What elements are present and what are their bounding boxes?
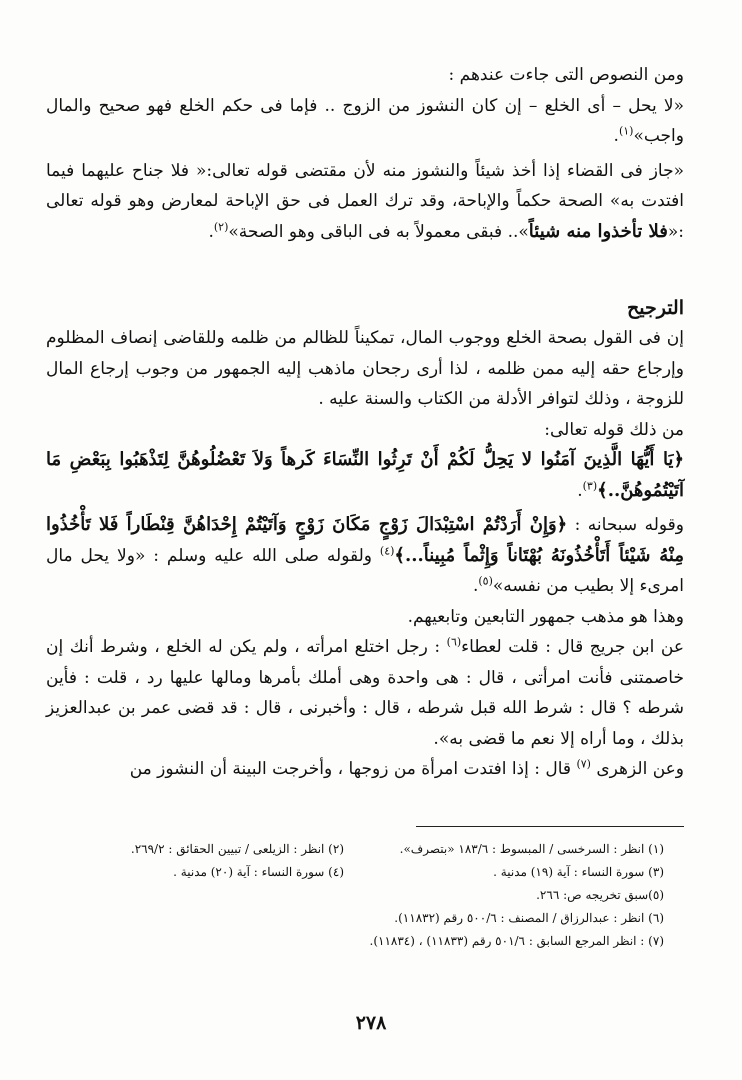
footnote-6: (٦) انظر : عبدالرزاق / المصنف : ٥٠٠/٦ رقم (١١٨٣٢). [394, 911, 664, 925]
footnote-marker-7: (٧) [576, 757, 591, 771]
paragraph-majority: وهذا هو مذهب جمهور التابعين وتابعيهم. [407, 606, 684, 627]
paragraph-zuhri: وعن الزهرى $^{(٧)}$ قال : إذا افتدت امرأة من زوجها ، وأخرجت البينة أن النشوز من [129, 757, 684, 779]
footnote-marker-6: (٦) [446, 635, 462, 649]
quran-verse-1: ﴿يَا أَيُّهَا الَّذِينَ آمَنُوا لا يَحِلُّ لَكُمْ أَنْ تَرِثُوا النِّسَاءَ كَرهاً وَلاَ تَعْضُلُوهُنَّ لِتَذْهَبُوا بِبَعْضِ مَا آتَيْتُمُوهُنَّ..﴾ [46, 449, 684, 501]
footnote-3: (٣) سورة النساء : آية (١٩) مدنية . [493, 865, 664, 879]
page-number: ٢٧٨ [355, 1012, 387, 1034]
section-heading: الترجيح [626, 297, 684, 319]
paragraph-quote-1: «لا يحل – أى الخلع – إن كان النشوز من الزوج .. فإما فى حكم الخلع فهو صحيح والمال واجب»$^{(١)}$. [46, 95, 684, 146]
footnote-separator [416, 826, 684, 827]
footnote-marker-2: (٢) [213, 219, 229, 233]
footnote-1: (١) انظر : السرخسى / المبسوط : ١٨٣/٦ «بتصرف». [399, 842, 664, 856]
footnote-marker-1: (١) [618, 124, 634, 138]
footnotes [60, 838, 664, 953]
footnote-marker-5: (٥) [478, 574, 493, 588]
footnote-2: (٢) انظر : الزيلعى / تبيين الحقائق : ٢٦٩/٢. [130, 842, 344, 856]
footnote-7: (٧) : انظر المرجع السابق : ٥٠١/٦ رقم (١١٨٣٣) ، (١١٨٣٤). [369, 934, 664, 948]
footnote-row [60, 838, 664, 861]
paragraph-intro: ومن النصوص التى جاءت عندهم : [448, 65, 684, 85]
paragraph-evidence-intro: من ذلك قوله تعالى: [544, 419, 684, 440]
footnote-row [60, 861, 664, 884]
footnote-5: (٥)سبق تخريجه ص: ٢٦٦. [536, 888, 664, 902]
footnote-marker-3: (٣) [582, 478, 598, 492]
footnote-marker-4: (٤) [379, 543, 395, 557]
paragraph-verse-1: ﴿يَا أَيُّهَا الَّذِينَ آمَنُوا لا يَحِلُّ لَكُمْ أَنْ تَرِثُوا النِّسَاءَ كَرهاً وَلاَ تَعْضُلُوهُنَّ لِتَذْهَبُوا بِبَعْضِ مَا آتَيْتُمُوهُنَّ..﴾$^{(٣)}$. [46, 449, 684, 501]
quran-quote: فلا تأخذوا منه شيئاً [528, 220, 668, 242]
footnote-4: (٤) سورة النساء : آية (٢٠) مدنية . [173, 865, 344, 879]
paragraph-tarjih: إن فى القول بصحة الخلع ووجوب المال، تمكيناً للظالم من ظلمه وللقاضى إنصاف المظلوم وإرجاع حقه إليه ممن ظلمه ، لذا أرى رجحان ماذهب إليه الجمهور من وجوب إرجاع المال للزوجة ، وذلك لتوافر الأدلة من الكتاب والسنة عليه . [46, 328, 684, 409]
paragraph-verse-2: وقوله سبحانه : ﴿وَإِنْ أَرَدْتُمْ اسْتِبْدَالَ زَوْجٍ مَكَانَ زَوْجٍ وَآتَيْتُمْ إِحْدَاهُنَّ قِنْطَاراً فَلا تَأْخُذُوا مِنْهُ شَيْئاً أَتَأْخُذُونَهُ بُهْتَاناً وَإِثْماً مُبِيناً...﴾$^{(٤)}$ ولقوله صلى الله عليه وسلم : «ولا يحل مال امرىء إلا بطيب من نفسه»$^{(٥)}$. [46, 514, 685, 596]
paragraph-quote-2: «جاز فى القضاء إذا أخذ شيئاً والنشوز منه لأن مقتضى قوله تعالى:« فلا جناح عليهما فيما افتدت به» الصحة حكماً والإباحة، وقد ترك العمل فى حق الإباحة لمعارض وهو قوله تعالى :«فلا تأخذوا منه شيئاً».. فبقى معمولاً به فى الباقى وهو الصحة»$^{(٢)}$. [46, 160, 684, 242]
paragraph-ibn-jurayj: عن ابن جريج قال : قلت لعطاء$^{(٦)}$ : رجل اختلع امرأته ، ولم يكن له الخلع ، وشرط أنك إن خاصمتنى فأنت امرأتى ، قال : هى واحدة وهى أملك بأمرها ومالها عليها رد ، قلت : فأين شرطه ؟ قال : شرط الله قبل شرطه ، قال : وأخبرنى ، قال : قد قضى عمر بن عبدالعزيز بذلك ، وما أراه إلا نعم ما قضى به». [46, 635, 684, 749]
quran-verse-2: ﴿وَإِنْ أَرَدْتُمْ اسْتِبْدَالَ زَوْجٍ مَكَانَ زَوْجٍ وَآتَيْتُمْ إِحْدَاهُنَّ قِنْطَاراً فَلا تَأْخُذُوا مِنْهُ شَيْئاً أَتَأْخُذُونَهُ بُهْتَاناً وَإِثْماً مُبِيناً...﴾ [46, 514, 684, 566]
body-text [46, 60, 684, 785]
